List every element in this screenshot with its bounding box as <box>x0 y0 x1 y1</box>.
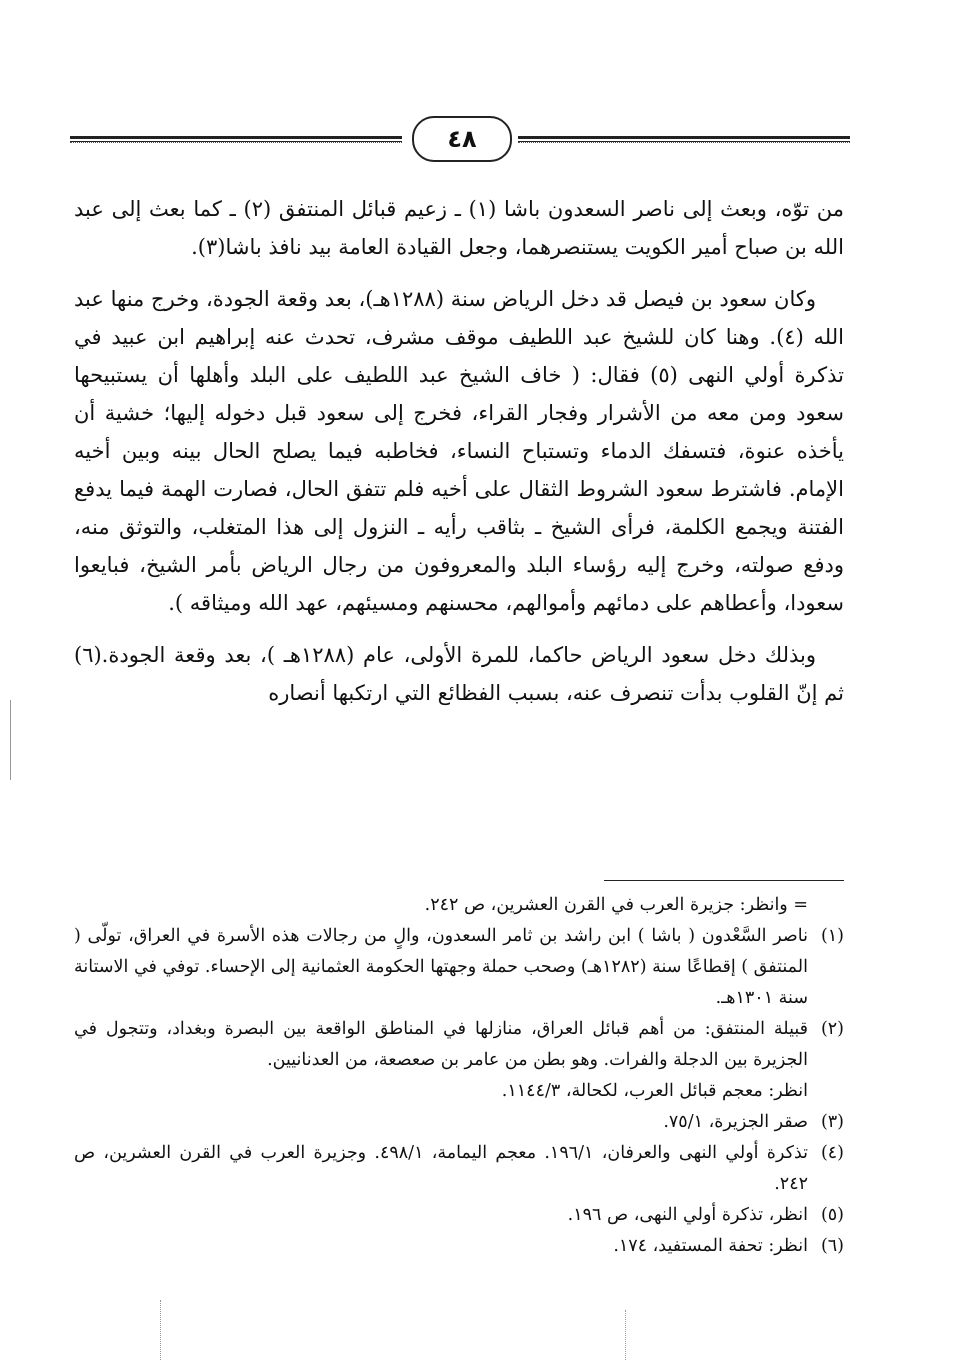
footnote-separator <box>604 880 844 881</box>
scan-mark <box>10 700 11 780</box>
footnote-text: = وانظر: جزيرة العرب في القرن العشرين، ص ٢٤٢. <box>424 895 808 915</box>
footnote-2 <box>74 1014 844 1076</box>
footnote-6 <box>74 1231 844 1262</box>
footnote-text: انظر، تذكرة أولي النهى، ص ١٩٦. <box>567 1205 808 1225</box>
footnote-number: (٦) <box>820 1236 844 1256</box>
footnote-3 <box>74 1107 844 1138</box>
footnote-text: انظر: معجم قبائل العرب، لكحالة، ١١٤٤/٣. <box>501 1081 808 1101</box>
page-header <box>70 108 850 168</box>
footnote-1 <box>74 921 844 1014</box>
paragraph-3: وبذلك دخل سعود الرياض حاكما، للمرة الأولى، عام (١٢٨٨هـ )، بعد وقعة الجودة.(٦) ثم إنّ القلوب بدأت تنصرف عنه، بسبب الفظائع التي ارتكبها أنصاره <box>74 643 844 705</box>
header-rule-right <box>518 136 850 142</box>
footnote-4 <box>74 1138 844 1200</box>
footnote-5 <box>74 1200 844 1231</box>
footnote-text: صقر الجزيرة، ٧٥/١. <box>663 1112 808 1132</box>
paragraph-2: وكان سعود بن فيصل قد دخل الرياض سنة (١٢٨٨هـ)، بعد وقعة الجودة، وخرج منها عبد الله (٤). وهنا كان للشيخ عبد اللطيف موقف مشرف، تحدث عنه إبراهيم ابن عبيد في تذكرة أولي النهى (٥) فقال: ( خاف الشيخ عبد اللطيف على البلد وأهلها أن يستبيحها سعود ومن معه من الأشرار وفجار القراء، فخرج إلى سعود قبل دخوله إليها؛ خشية أن يأخذه عنوة، فتسفك الدماء وتستباح النساء، فخاطبه فيما يصلح الحال بينه وبين أخيه الإمام. فاشترط سعود الشروط الثقال على أخيه فلم تتفق الحال، فصارت الهمة فيما يدفع الفتنة ويجمع الكلمة، فرأى الشيخ ـ بثاقب رأيه ـ النزول إلى هذا المتغلب، والتوثق منه، ودفع صولته، وخرج إليه رؤساء البلد والمعروفون من رجال الرياض بأمر الشيخ، فبايعوا سعودا، وأعطاهم على دمائهم وأموالهم، محسنهم ومسيئهم، عهد الله وميثاقه ). <box>74 287 844 615</box>
footnote-text: قبيلة المنتفق: من أهم قبائل العراق، منازلها في المناطق الواقعة بين البصرة وبغداد، وتتجول في الجزيرة بين الدجلة والفرات. وهو بطن من عامر بن صعصعة، من العدنانيين. <box>74 1019 808 1070</box>
main-text <box>74 190 844 726</box>
footnotes <box>74 890 844 1262</box>
footnote-text: ناصر السَّعْدون ( باشا ) ابن راشد بن ثامر السعدون، والٍ من رجالات هذه الأسرة في العراق، تولّى ( المنتفق ) إقطاعًا سنة (١٢٨٢هـ) وصحب حملة وجهتها الحكومة العثمانية إلى الإحساء. توفي في الاستانة سنة ١٣٠١هـ. <box>74 926 808 1008</box>
footnote-number: (٥) <box>820 1205 844 1225</box>
footnote-2-reference <box>74 1076 844 1107</box>
paragraph-1: من توّه، وبعث إلى ناصر السعدون باشا (١) ـ زعيم قبائل المنتفق (٢) ـ كما بعث إلى عبد الله بن صباح أمير الكويت يستنصرهما، وجعل القيادة العامة بيد نافذ باشا(٣). <box>74 197 845 259</box>
page-number: ٤٨ <box>412 116 512 162</box>
footnote-text: تذكرة أولي النهى والعرفان، ١٩٦/١. معجم اليمامة، ٤٩٨/١. وجزيرة العرب في القرن العشرين، ص ٢٤٢. <box>74 1143 809 1194</box>
footnote-number: (٣) <box>820 1112 844 1132</box>
footnote-number: (٤) <box>820 1143 844 1163</box>
scan-mark <box>625 1310 626 1360</box>
scan-mark <box>160 1300 161 1360</box>
footnote-text: انظر: تحفة المستفيد، ١٧٤. <box>613 1236 808 1256</box>
footnote-continuation <box>74 890 844 921</box>
footnote-number: (١) <box>820 926 844 946</box>
header-rule-left <box>70 136 402 142</box>
footnote-number: (٢) <box>820 1019 844 1039</box>
